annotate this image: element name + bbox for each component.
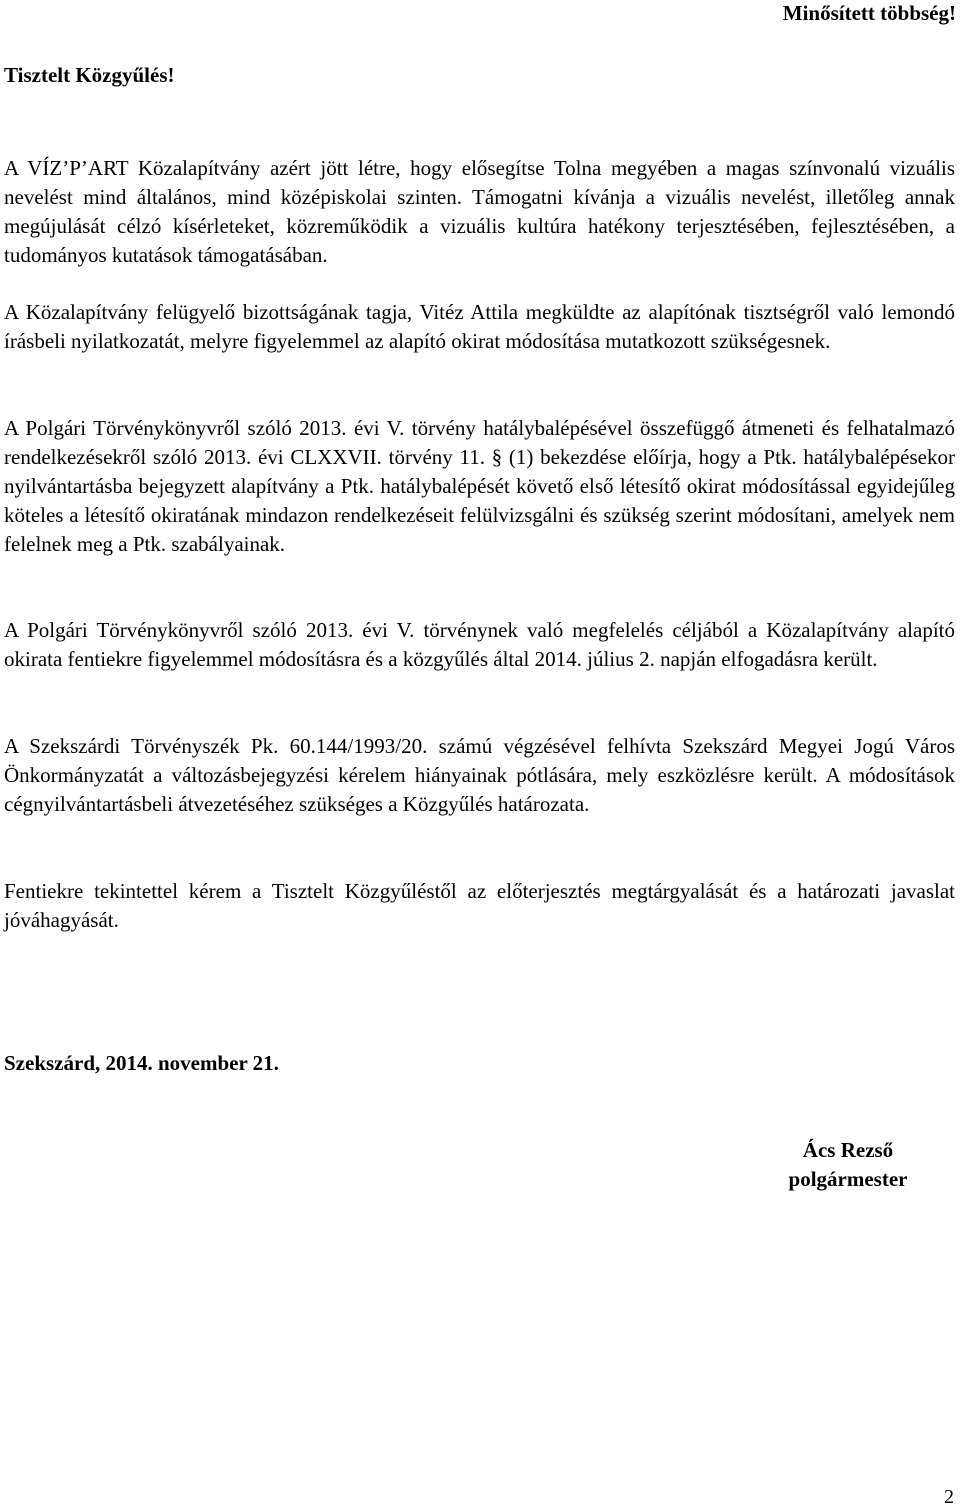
place-and-date: Szekszárd, 2014. november 21. [4,1051,279,1075]
signature-block [748,1136,948,1194]
signatory-name: Ács Rezső [802,1138,894,1162]
paragraph-request: Fentiekre tekintettel kérem a Tisztelt Közgyűléstől az előterjesztés megtárgyalását és a határozati javaslat jóváhagyását. [4,879,955,932]
salutation: Tisztelt Közgyűlés! [4,63,175,87]
paragraph-resignation: A Közalapítvány felügyelő bizottságának tagja, Vitéz Attila megküldte az alapítónak tisztségről való lemondó írásbeli nyilatkozatát, melyre figyelemmel az alapító okirat módosítása mutatkozott szükségesnek. [4,300,955,353]
page-number: 2 [944,1486,954,1508]
paragraph-amendment: A Polgári Törvénykönyvről szóló 2013. évi V. törvénynek való megfelelés céljából a Közalapítvány alapító okirata fentiekre figyelemmel módosításra és a közgyűlés által 2014. július 2. napján elfogadásra került. [4,618,955,671]
paragraph-court-order: A Szekszárdi Törvényszék Pk. 60.144/1993/20. számú végzésével felhívta Szekszárd Megyei Jogú Város Önkormányzatát a változásbejegyzési kérelem hiányainak pótlására, mely eszközlésre került. A módosítások cégnyilvántartásbeli átvezetéséhez szükséges a Közgyűlés határozata. [4,734,955,816]
classification-label: Minősített többség! [782,1,956,25]
paragraph-legal-requirement: A Polgári Törvénykönyvről szóló 2013. évi V. törvény hatálybalépésével összefüggő átmeneti és felhatalmazó rendelkezésekről szóló 2013. évi CLXXVII. törvény 11. § (1) bekezdése előírja, hogy a Ptk. hatálybalépésekor nyilvántartásba bejegyzett alapítvány a Ptk. hatálybalépését követő első létesítő okirat módosítással egyidejűleg köteles a létesítő okiratának mindazon rendelkezéseit felülvizsgálni és szükség szerint módosítani, amelyek nem felelnek meg a Ptk. szabályainak. [4,416,955,556]
signatory-title: polgármester [788,1167,908,1191]
paragraph-purpose: A VÍZ’P’ART Közalapítvány azért jött létre, hogy elősegítse Tolna megyében a magas színvonalú vizuális nevelést mind általános, mind középiskolai szinten. Támogatni kívánja a vizuális nevelést, illetőleg annak megújulását célzó kísérleteket, közreműködik a vizuális kultúra hatékony terjesztésében, fejlesztésében, a tudományos kutatások támogatásában. [4,156,955,267]
